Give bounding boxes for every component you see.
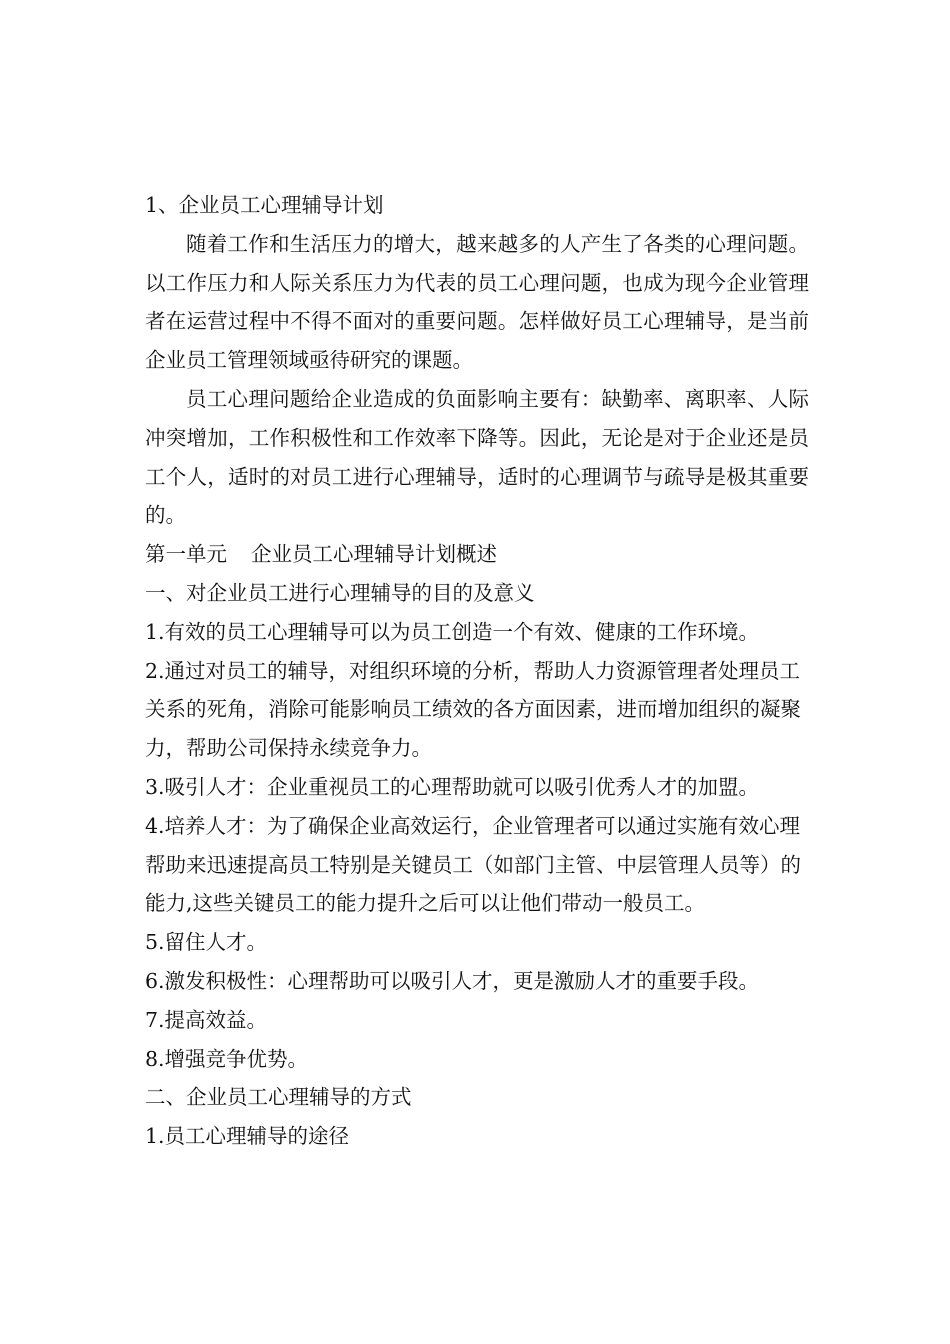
unit-title-text: 企业员工心理辅导计划概述 [251,542,497,567]
unit-title-number: 第一单元 [145,542,227,567]
section-heading-purpose: 一、对企业员工进行心理辅导的目的及意义 [145,580,535,605]
list-item: 1.有效的员工心理辅导可以为员工创造一个有效、健康的工作环境。 [145,619,760,644]
list-item: 2.通过对员工的辅导，对组织环境的分析，帮助人力资源管理者处理员工关系的死角，消除可能影响员工绩效的各方面因素，进而增加组织的凝聚力，帮助公司保持永续竞争力。 [145,658,801,761]
subsection-heading: 1.员工心理辅导的途径 [145,1124,350,1149]
list-item: 8.增强竞争优势。 [145,1046,309,1071]
list-item: 6.激发积极性：心理帮助可以吸引人才，更是激励人才的重要手段。 [145,968,760,993]
list-item: 7.提高效益。 [145,1007,268,1032]
document-heading: 1、企业员工心理辅导计划 [145,193,384,217]
paragraph-intro: 随着工作和生活压力的增大，越来越多的人产生了各类的心理问题。以工作压力和人际关系压力为代表的员工心理问题，也成为现今企业管理者在运营过程中不得不面对的重要问题。怎样做好员工心理辅导，是当前企业员工管理领域亟待研究的课题。 [145,231,809,373]
unit-title [145,535,809,574]
list-item: 4.培养人才：为了确保企业高效运行，企业管理者可以通过实施有效心理帮助来迅速提高员工特别是关键员工（如部门主管、中层管理人员等）的能力,这些关键员工的能力提升之后可以让他们带动一般员工。 [145,813,801,916]
paragraph-impact: 员工心理问题给企业造成的负面影响主要有：缺勤率、离职率、人际冲突增加，工作积极性和工作效率下降等。因此，无论是对于企业还是员工个人，适时的对员工进行心理辅导，适时的心理调节与疏导是极其重要的。 [145,386,809,528]
section-heading-methods: 二、企业员工心理辅导的方式 [145,1085,412,1110]
list-item: 5.留住人才。 [145,930,268,955]
list-item: 3.吸引人才：企业重视员工的心理帮助就可以吸引优秀人才的加盟。 [145,774,760,799]
document-body [145,186,809,1156]
